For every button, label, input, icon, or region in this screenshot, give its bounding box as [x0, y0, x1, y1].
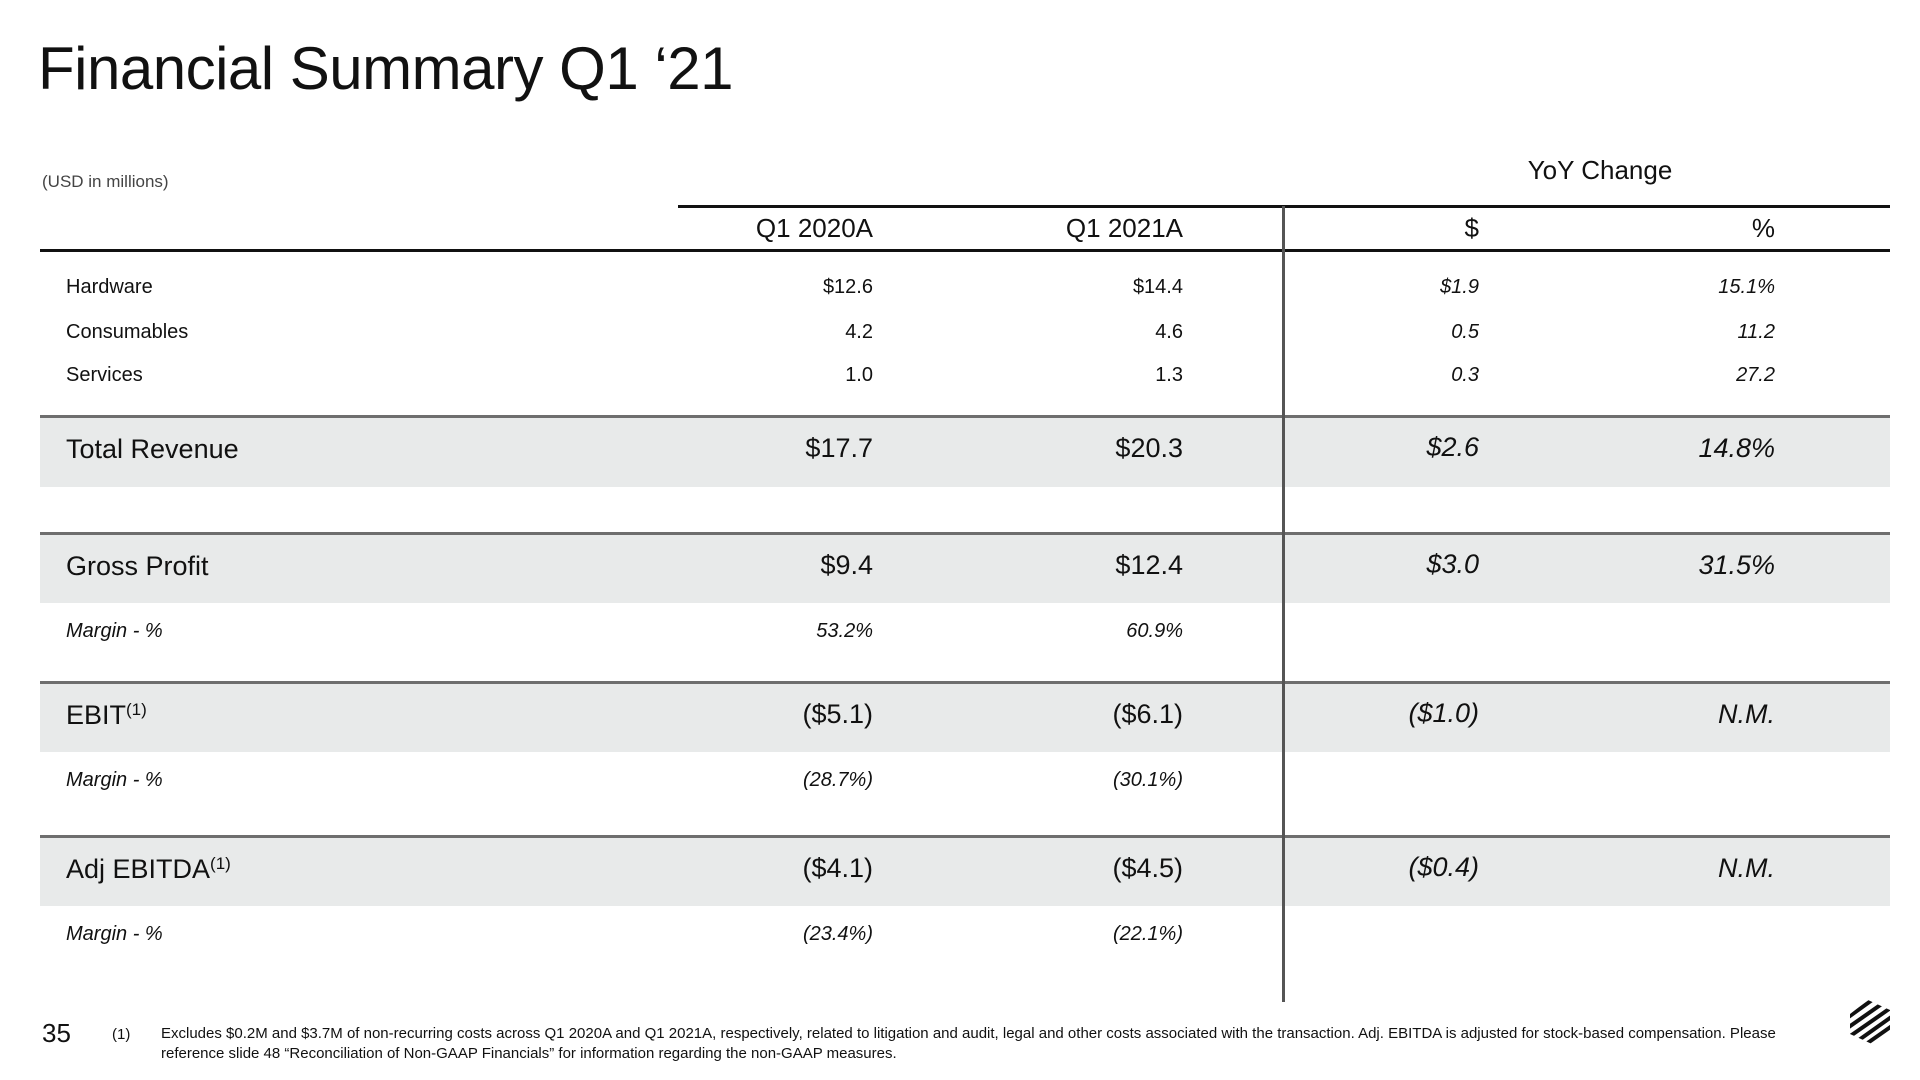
header-percent: %: [1751, 213, 1775, 243]
cell-yoy-dollar: $1.9: [1440, 276, 1479, 298]
cell-q1-2021: 1.3: [1155, 364, 1183, 386]
cell-yoy-percent: 11.2: [1737, 321, 1775, 343]
page-number: 35: [42, 1018, 71, 1048]
row-label: Margin - %: [66, 620, 163, 642]
cell-q1-2021: ($4.5): [1112, 853, 1183, 883]
cell-yoy-percent: 15.1%: [1718, 276, 1775, 298]
cell-q1-2021: 4.6: [1155, 321, 1183, 343]
header-dollar: $: [1464, 213, 1479, 243]
cell-yoy-dollar: $3.0: [1426, 549, 1479, 579]
header-q1-2021: Q1 2021A: [1065, 213, 1183, 243]
striped-square-logo-icon: [1846, 996, 1894, 1048]
ebit-band: [40, 682, 1890, 752]
cell-q1-2021: 60.9%: [1126, 620, 1183, 642]
cell-q1-2020: 4.2: [845, 321, 873, 343]
footnote-ref: (1): [126, 700, 147, 719]
separator-line: [40, 532, 1890, 535]
row-label-text: EBIT: [66, 700, 127, 730]
cell-q1-2020: 1.0: [845, 364, 873, 386]
cell-q1-2020: $17.7: [805, 433, 873, 463]
cell-q1-2021: $12.4: [1115, 550, 1183, 580]
adj-ebitda-band: [40, 836, 1890, 906]
cell-q1-2021: (30.1%): [1112, 769, 1183, 791]
cell-yoy-percent: N.M.: [1718, 853, 1775, 883]
cell-yoy-percent: 14.8%: [1698, 433, 1775, 463]
row-label-text: Adj EBITDA: [66, 854, 211, 884]
cell-q1-2020: 53.2%: [816, 620, 873, 642]
cell-q1-2020: $12.6: [822, 276, 873, 298]
row-label: Hardware: [66, 276, 153, 298]
cell-q1-2021: $20.3: [1115, 433, 1183, 463]
cell-q1-2021: ($6.1): [1112, 699, 1183, 729]
row-label: Total Revenue: [66, 434, 239, 464]
cell-q1-2020: (23.4%): [802, 923, 873, 945]
cell-yoy-percent: 27.2: [1736, 364, 1775, 386]
cell-yoy-dollar: 0.5: [1451, 321, 1479, 343]
cell-q1-2021: $14.4: [1132, 276, 1183, 298]
footnote-text: Excludes $0.2M and $3.7M of non-recurring costs across Q1 2020A and Q1 2021A, respectively, related to litigation and audit, legal and other costs associated with the transaction. Adj. EBITDA is adjusted for stock-based compensation. Please reference slide 48 “Reconciliation of Non-GAAP Financials” for information regarding the non-GAAP measures.: [161, 1025, 1776, 1062]
row-label: [66, 854, 231, 885]
gross-profit-band: [40, 533, 1890, 603]
separator-line: [40, 835, 1890, 838]
footnote-marker: (1): [112, 1026, 131, 1043]
footnote-ref: (1): [210, 854, 231, 873]
cell-yoy-dollar: ($0.4): [1408, 852, 1479, 882]
cell-q1-2020: (28.7%): [802, 769, 873, 791]
separator-line: [40, 415, 1890, 418]
cell-q1-2020: ($5.1): [802, 699, 873, 729]
cell-yoy-dollar: $2.6: [1426, 432, 1479, 462]
header-bottom-rule: [40, 249, 1890, 252]
separator-line: [40, 681, 1890, 684]
page-title: Financial Summary Q1 ‘21: [38, 35, 733, 102]
units-note: (USD in millions): [42, 172, 169, 191]
cell-yoy-dollar: 0.3: [1451, 364, 1479, 386]
row-label: Margin - %: [66, 923, 163, 945]
cell-q1-2020: ($4.1): [802, 853, 873, 883]
yoy-change-label: YoY Change: [1527, 155, 1673, 185]
row-label: Consumables: [66, 321, 189, 343]
row-label: [66, 700, 147, 731]
row-label: Gross Profit: [66, 551, 209, 581]
cell-yoy-dollar: ($1.0): [1408, 698, 1479, 728]
cell-yoy-percent: 31.5%: [1698, 550, 1775, 580]
row-label: Services: [66, 364, 143, 386]
cell-yoy-percent: N.M.: [1718, 699, 1775, 729]
yoy-column-divider: [1282, 206, 1285, 1002]
cell-q1-2021: (22.1%): [1112, 923, 1183, 945]
total-revenue-band: [40, 416, 1890, 487]
row-label: Margin - %: [66, 769, 163, 791]
header-q1-2020: Q1 2020A: [755, 213, 873, 243]
cell-q1-2020: $9.4: [820, 550, 873, 580]
